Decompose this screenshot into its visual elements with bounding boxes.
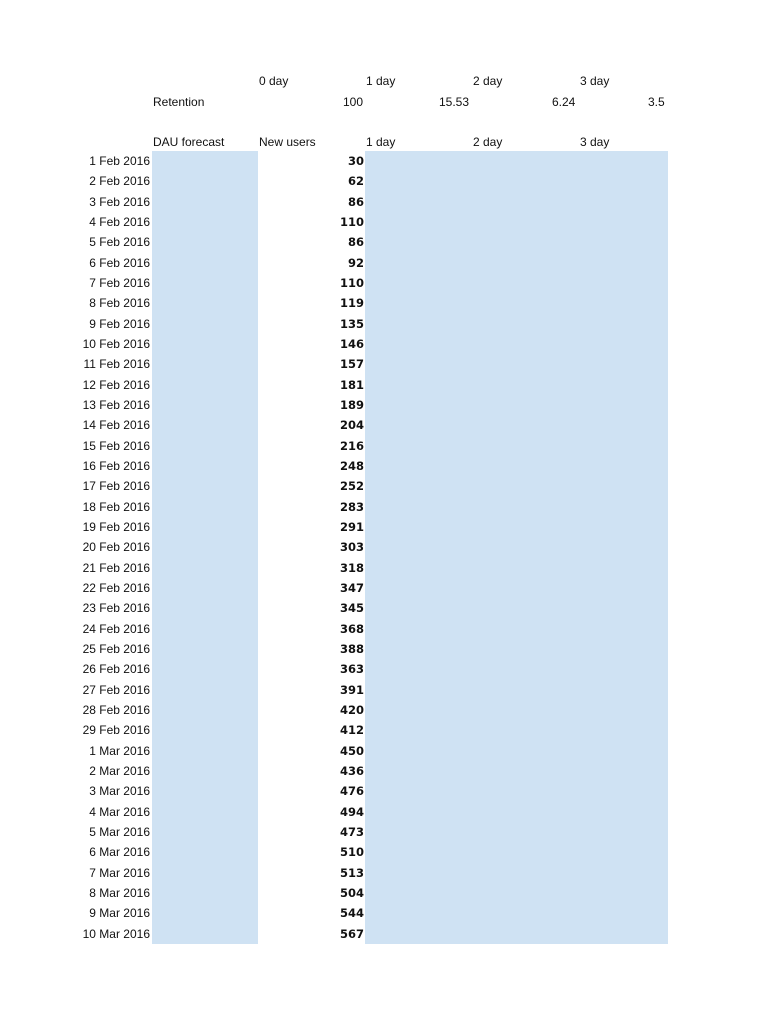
table-row xyxy=(0,639,768,659)
table-row xyxy=(0,781,768,801)
row-new-users[interactable]: 544 xyxy=(339,906,364,921)
row-date: 12 Feb 2016 xyxy=(82,377,150,392)
table-row xyxy=(0,253,768,273)
row-new-users[interactable]: 391 xyxy=(339,682,364,697)
row-new-users[interactable]: 510 xyxy=(339,845,364,860)
row-date: 10 Feb 2016 xyxy=(82,336,150,351)
table-row xyxy=(0,436,768,456)
row-new-users[interactable]: 473 xyxy=(339,824,364,839)
row-date: 1 Feb 2016 xyxy=(89,154,150,168)
row-new-users[interactable]: 204 xyxy=(339,418,364,433)
row-new-users[interactable]: 181 xyxy=(339,377,364,392)
row-new-users[interactable]: 345 xyxy=(339,601,364,616)
row-date: 24 Feb 2016 xyxy=(82,621,150,636)
row-date: 27 Feb 2016 xyxy=(82,682,150,697)
row-new-users[interactable]: 476 xyxy=(339,784,364,799)
row-new-users[interactable]: 412 xyxy=(339,723,364,738)
row-date: 7 Mar 2016 xyxy=(89,865,150,880)
table-row xyxy=(0,924,768,944)
row-date: 16 Feb 2016 xyxy=(82,458,150,473)
header-day3-label: 3 day xyxy=(580,74,610,88)
row-new-users[interactable]: 436 xyxy=(339,763,364,778)
row-new-users[interactable]: 318 xyxy=(339,560,364,575)
row-date: 14 Feb 2016 xyxy=(82,418,150,433)
table-row xyxy=(0,680,768,700)
row-new-users[interactable]: 363 xyxy=(339,662,364,677)
table-row xyxy=(0,761,768,781)
table-row xyxy=(0,273,768,293)
row-date: 2 Mar 2016 xyxy=(89,763,150,778)
table-row xyxy=(0,334,768,354)
row-date: 29 Feb 2016 xyxy=(82,723,150,738)
row-new-users[interactable]: 513 xyxy=(339,865,364,880)
cohort-day1-header: 1 day xyxy=(366,135,396,149)
table-row xyxy=(0,822,768,842)
row-new-users[interactable]: 30 xyxy=(347,154,364,168)
row-date: 6 Feb 2016 xyxy=(89,255,150,270)
row-new-users[interactable]: 146 xyxy=(339,336,364,351)
table-row xyxy=(0,151,768,171)
row-date: 8 Feb 2016 xyxy=(89,296,150,311)
row-date: 28 Feb 2016 xyxy=(82,702,150,717)
table-row xyxy=(0,375,768,395)
table-row xyxy=(0,741,768,761)
row-new-users[interactable]: 252 xyxy=(339,479,364,494)
table-row xyxy=(0,171,768,191)
row-date: 6 Mar 2016 xyxy=(89,845,150,860)
row-date: 5 Feb 2016 xyxy=(89,235,150,250)
row-date: 3 Feb 2016 xyxy=(89,194,150,209)
dau-forecast-header: DAU forecast xyxy=(153,135,225,149)
retention-day1-value[interactable]: 15.53 xyxy=(439,95,470,109)
row-date: 7 Feb 2016 xyxy=(89,275,150,290)
row-new-users[interactable]: 135 xyxy=(339,316,364,331)
row-new-users[interactable]: 86 xyxy=(347,235,364,250)
row-date: 3 Mar 2016 xyxy=(89,784,150,799)
table-row xyxy=(0,842,768,862)
row-date: 9 Mar 2016 xyxy=(89,906,150,921)
row-date: 23 Feb 2016 xyxy=(82,601,150,616)
row-new-users[interactable]: 347 xyxy=(339,580,364,595)
header-day0-label: 0 day xyxy=(259,74,289,88)
table-row xyxy=(0,395,768,415)
row-date: 4 Mar 2016 xyxy=(89,804,150,819)
row-new-users[interactable]: 119 xyxy=(339,296,364,311)
row-date: 25 Feb 2016 xyxy=(82,641,150,656)
retention-label: Retention xyxy=(153,95,205,109)
row-date: 21 Feb 2016 xyxy=(82,560,150,575)
table-row xyxy=(0,232,768,252)
row-date: 4 Feb 2016 xyxy=(89,214,150,229)
table-row xyxy=(0,354,768,374)
row-new-users[interactable]: 494 xyxy=(339,804,364,819)
table-row xyxy=(0,497,768,517)
cohort-day3-header: 3 day xyxy=(580,135,610,149)
row-date: 2 Feb 2016 xyxy=(89,174,150,189)
table-row xyxy=(0,883,768,903)
table-row xyxy=(0,619,768,639)
table-row xyxy=(0,598,768,618)
row-date: 17 Feb 2016 xyxy=(82,479,150,494)
table-row xyxy=(0,700,768,720)
row-new-users[interactable]: 388 xyxy=(339,641,364,656)
table-row xyxy=(0,314,768,334)
row-date: 19 Feb 2016 xyxy=(82,519,150,534)
row-date: 11 Feb 2016 xyxy=(83,357,150,372)
table-row xyxy=(0,537,768,557)
row-date: 13 Feb 2016 xyxy=(82,397,150,412)
table-row xyxy=(0,415,768,435)
row-new-users[interactable]: 92 xyxy=(347,255,364,270)
table-row xyxy=(0,456,768,476)
row-new-users[interactable]: 189 xyxy=(339,397,364,412)
table-row xyxy=(0,192,768,212)
row-date: 9 Feb 2016 xyxy=(89,316,150,331)
row-new-users[interactable]: 110 xyxy=(339,214,364,229)
row-date: 1 Mar 2016 xyxy=(89,743,150,758)
row-date: 15 Feb 2016 xyxy=(82,438,150,453)
retention-day2-value[interactable]: 6.24 xyxy=(552,95,576,109)
row-date: 5 Mar 2016 xyxy=(89,824,150,839)
table-row xyxy=(0,212,768,232)
row-date: 10 Mar 2016 xyxy=(82,926,150,941)
row-new-users[interactable]: 368 xyxy=(339,621,364,636)
table-row xyxy=(0,476,768,496)
table-row xyxy=(0,293,768,313)
row-new-users[interactable]: 62 xyxy=(347,174,364,189)
table-row xyxy=(0,659,768,679)
retention-day0-value[interactable]: 100 xyxy=(343,95,364,109)
row-new-users[interactable]: 450 xyxy=(339,743,364,758)
table-row xyxy=(0,863,768,883)
retention-day3-value[interactable]: 3.5 xyxy=(648,95,665,109)
row-new-users[interactable]: 157 xyxy=(339,357,364,372)
table-row xyxy=(0,903,768,923)
row-date: 22 Feb 2016 xyxy=(82,580,150,595)
cohort-day2-header: 2 day xyxy=(473,135,503,149)
table-row xyxy=(0,720,768,740)
table-row xyxy=(0,578,768,598)
row-new-users[interactable]: 291 xyxy=(339,519,364,534)
row-new-users[interactable]: 216 xyxy=(339,438,364,453)
table-row xyxy=(0,517,768,537)
table-row xyxy=(0,802,768,822)
row-new-users[interactable]: 110 xyxy=(339,275,364,290)
row-new-users[interactable]: 504 xyxy=(339,885,364,900)
row-date: 26 Feb 2016 xyxy=(82,662,150,677)
row-date: 18 Feb 2016 xyxy=(82,499,150,514)
row-new-users[interactable]: 567 xyxy=(339,926,364,941)
header-day2-label: 2 day xyxy=(473,74,503,88)
row-date: 20 Feb 2016 xyxy=(82,540,150,555)
row-new-users[interactable]: 248 xyxy=(339,458,364,473)
row-date: 8 Mar 2016 xyxy=(89,885,150,900)
header-day1-label: 1 day xyxy=(366,74,396,88)
row-new-users[interactable]: 303 xyxy=(339,540,364,555)
row-new-users[interactable]: 86 xyxy=(347,194,364,209)
new-users-header: New users xyxy=(259,135,316,149)
row-new-users[interactable]: 420 xyxy=(339,702,364,717)
table-row xyxy=(0,558,768,578)
row-new-users[interactable]: 283 xyxy=(339,499,364,514)
